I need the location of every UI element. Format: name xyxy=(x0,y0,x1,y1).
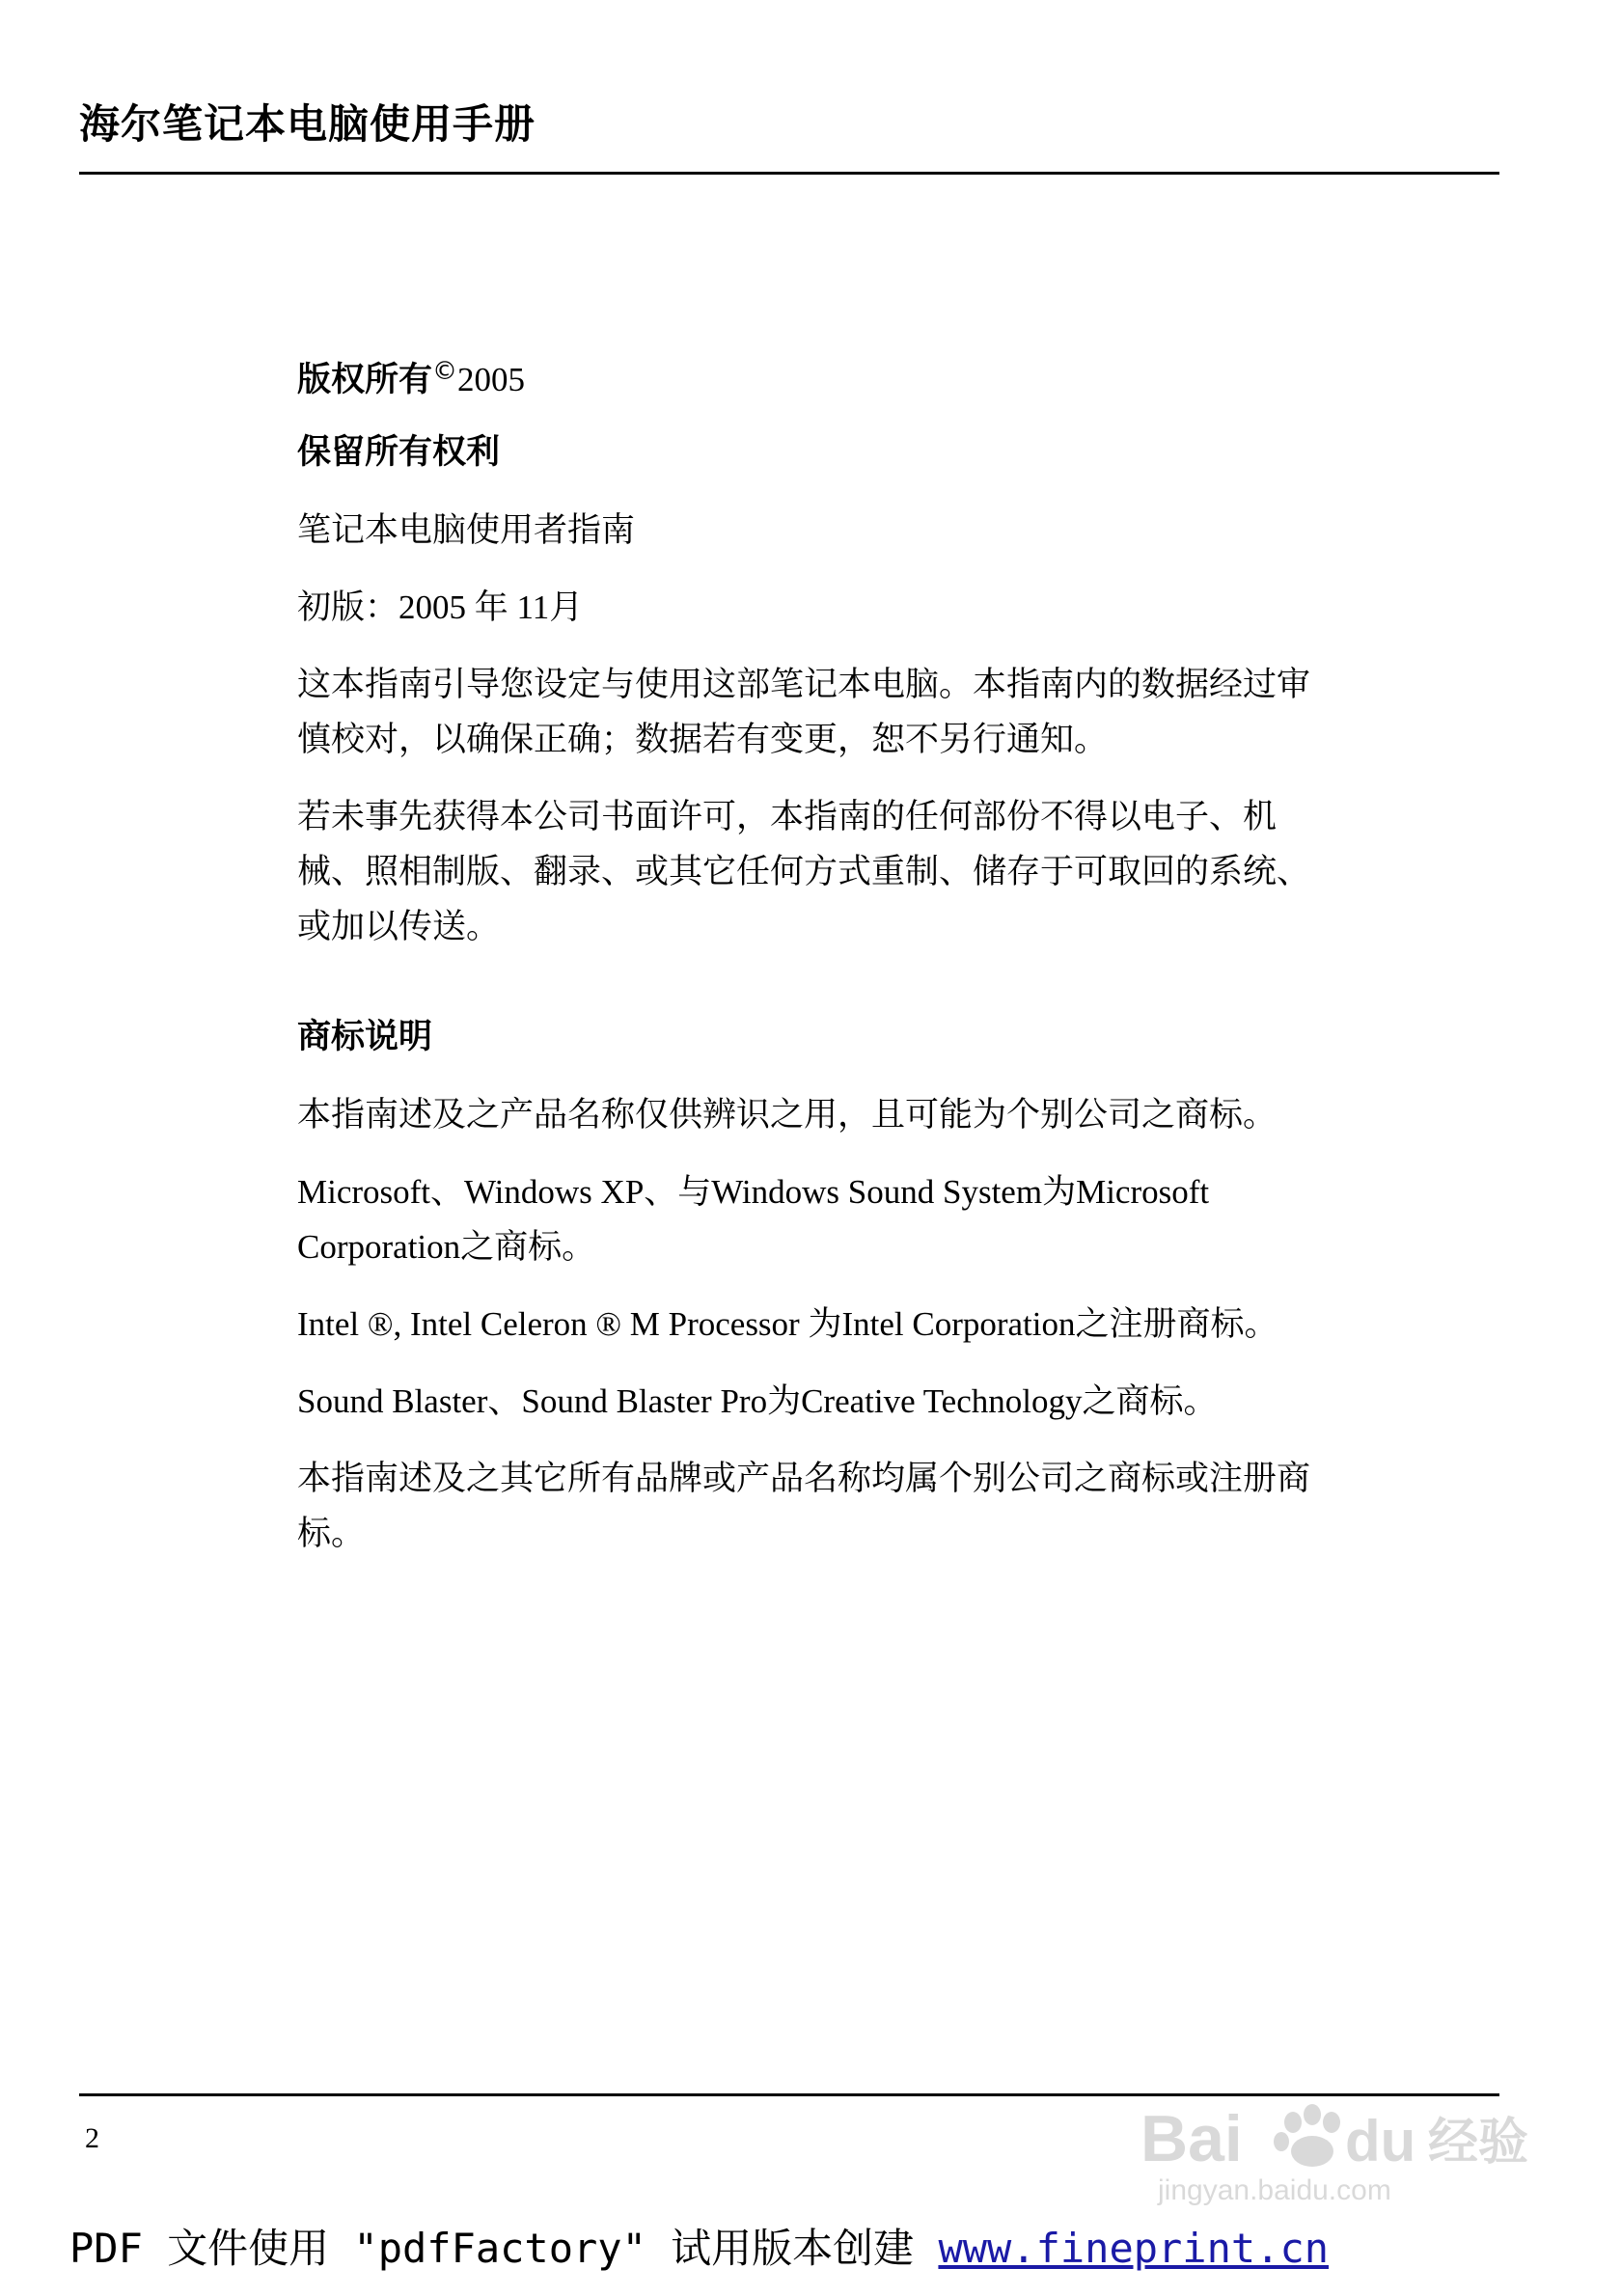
edition-line: 初版：2005 年 11月 xyxy=(297,588,584,626)
paw-icon xyxy=(1274,2104,1340,2167)
watermark-brand-du: du xyxy=(1345,2109,1416,2173)
intro-line-1: 这本指南引导您设定与使用这部笔记本电脑。本指南内的数据经过审 xyxy=(297,666,1311,703)
trademark-line-4: Sound Blaster、Sound Blaster Pro为Creative Technology之商标。 xyxy=(297,1382,1218,1420)
permission-line-3: 或加以传送。 xyxy=(297,908,501,945)
copyright-line xyxy=(297,359,525,397)
copyright-symbol: © xyxy=(432,357,458,386)
trademark-line-3: Intel ®, Intel Celeron ® M Processor 为Intel Corporation之注册商标。 xyxy=(297,1305,1278,1343)
fineprint-link[interactable]: www.fineprint.cn xyxy=(938,2225,1330,2272)
rights-heading: 保留所有权利 xyxy=(297,433,501,472)
trademark-heading: 商标说明 xyxy=(297,1018,433,1056)
trademark-line-5b: 标。 xyxy=(297,1515,366,1552)
permission-line-1: 若未事先获得本公司书面许可，本指南的任何部份不得以电子、机 xyxy=(297,798,1278,835)
watermark-brand: Bai xyxy=(1140,2102,1243,2175)
permission-line-2: 械、照相制版、翻录、或其它任何方式重制、储存于可取回的系统、 xyxy=(297,853,1311,890)
copyright-label: 版权所有 xyxy=(297,361,433,399)
pdf-footer-text: PDF 文件使用 "pdfFactory" 试用版本创建 xyxy=(69,2225,939,2272)
trademark-line-5a: 本指南述及之其它所有品牌或产品名称均属个别公司之商标或注册商 xyxy=(297,1460,1311,1497)
guide-title: 笔记本电脑使用者指南 xyxy=(297,511,636,549)
trademark-line-1: 本指南述及之产品名称仅供辨识之用，且可能为个别公司之商标。 xyxy=(297,1096,1278,1134)
intro-line-2: 慎校对，以确保正确；数据若有变更，恕不另行通知。 xyxy=(297,721,1109,758)
header-rule xyxy=(79,172,1499,175)
copyright-year: 2005 xyxy=(457,361,526,398)
document-title: 海尔笔记本电脑使用手册 xyxy=(79,100,536,148)
watermark-url: jingyan.baidu.com xyxy=(1158,2174,1391,2206)
pdf-factory-footer xyxy=(69,2225,1330,2272)
page-number: 2 xyxy=(85,2122,99,2154)
watermark-suffix: 经验 xyxy=(1428,2114,1529,2172)
trademark-line-2a: Microsoft、Windows XP、与Windows Sound System为Microsoft xyxy=(297,1173,1210,1211)
trademark-line-2b: Corporation之商标。 xyxy=(297,1228,596,1266)
baidu-watermark xyxy=(1139,2093,1553,2209)
